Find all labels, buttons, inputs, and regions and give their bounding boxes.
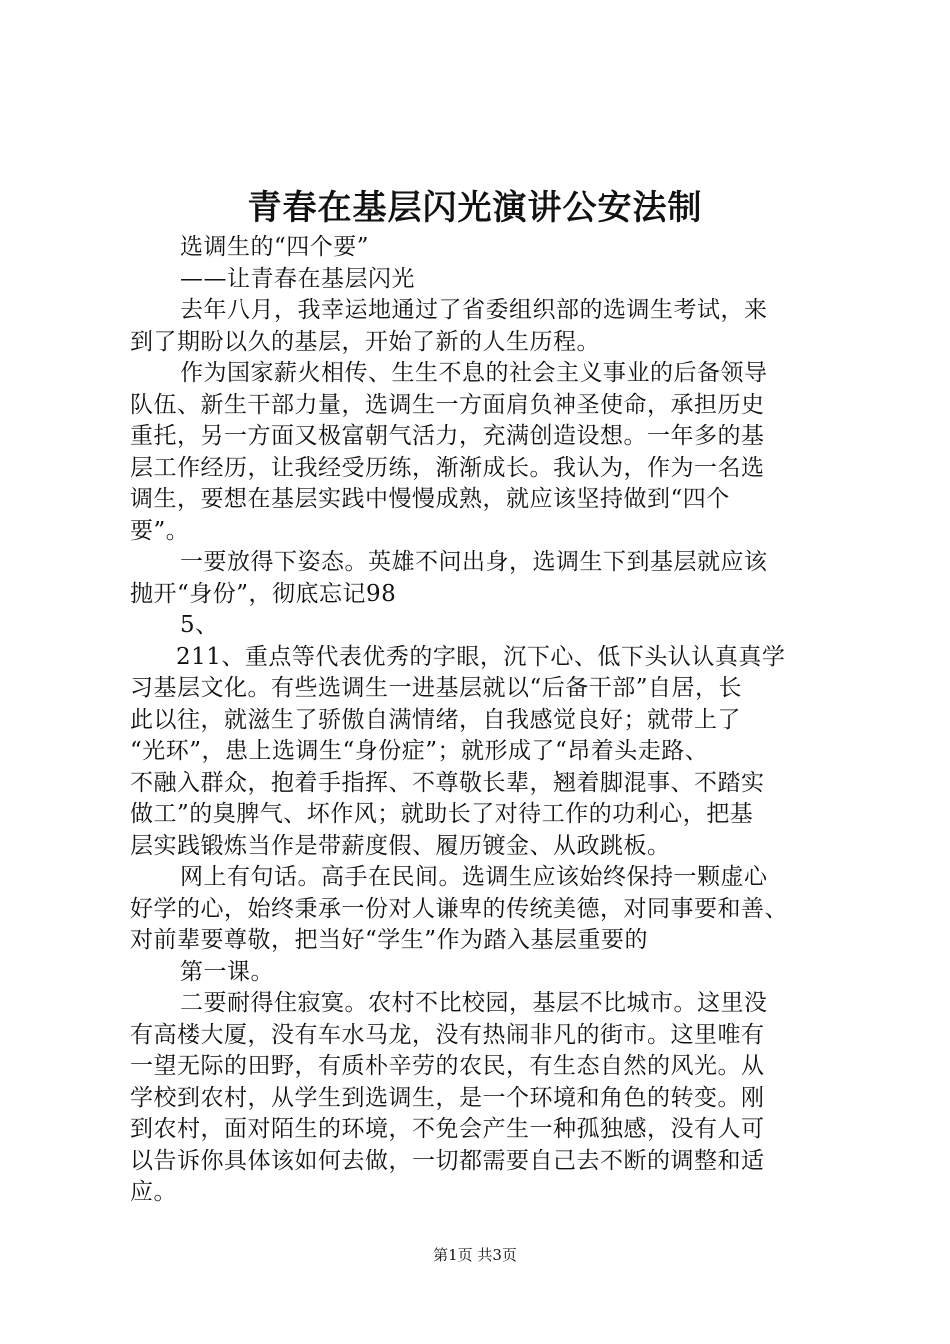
text-line: 要”。 <box>130 517 190 544</box>
document-body <box>130 232 830 1209</box>
text-line: 好学的心，始终秉承一份对人谦卑的传统美德，对同事要和善、 <box>130 895 788 922</box>
text-line: 此以往，就滋生了骄傲自满情绪，自我感觉良好；就带上了 <box>130 706 741 733</box>
text-line: 队伍、新生干部力量，选调生一方面肩负神圣使命，承担历史 <box>130 391 765 418</box>
text-line: 网上有句话。高手在民间。选调生应该始终保持一颗虚心 <box>180 864 768 890</box>
text-line: 应。 <box>130 1179 177 1205</box>
text-line: 习基层文化。有些选调生一进基层就以“后备干部”自居，长 <box>130 675 743 701</box>
text-line: “光环”，患上选调生“身份症”；就形成了“昂着头走路、 <box>130 738 709 764</box>
text-line: 以告诉你具体该如何去做，一切都需要自己去不断的调整和适 <box>130 1147 765 1174</box>
text-line: 不融入群众，抱着手指挥、不尊敬长辈，翘着脚混事、不踏实 <box>130 769 765 796</box>
text-line: 一要放得下姿态。英雄不问出身，选调生下到基层就应该 <box>180 549 768 575</box>
text-line: 对前辈要尊敬，把当好“学生”作为踏入基层重要的 <box>130 927 649 953</box>
text-line: 层工作经历，让我经受历练，渐渐成长。我认为，作为一名选 <box>130 454 765 481</box>
text-line: 一望无际的田野，有质朴辛劳的农民，有生态自然的风光。从 <box>130 1053 765 1079</box>
text-line: 作为国家薪火相传、生生不息的社会主义事业的后备领导 <box>180 360 768 386</box>
text-line: 层实践锻炼当作是带薪度假、履历镀金、从政跳板。 <box>130 832 671 859</box>
text-line: ——让青春在基层闪光 <box>180 265 415 292</box>
text-line: 选调生的“四个要” <box>180 234 370 260</box>
text-line: 抛开“身份”，彻底忘记98 <box>130 580 397 607</box>
text-line: 211、重点等代表优秀的字眼，沉下心、低下头认认真真学 <box>176 643 786 670</box>
text-line: 做工”的臭脾气、坏作风；就助长了对待工作的功利心，把基 <box>130 801 754 827</box>
text-line: 到了期盼以久的基层，开始了新的人生历程。 <box>130 328 600 355</box>
text-line: 有高楼大厦，没有车水马龙，没有热闹非凡的街市。这里唯有 <box>130 1021 765 1048</box>
text-line: 调生，要想在基层实践中慢慢成熟，就应该坚持做到“四个 <box>130 486 730 512</box>
text-line: 重托，另一方面又极富朝气活力，充满创造设想。一年多的基 <box>130 423 765 449</box>
text-line: 到农村，面对陌生的环境，不免会产生一种孤独感，没有人可 <box>130 1116 765 1142</box>
page-footer: 第1页 共3页 <box>433 1246 517 1264</box>
text-line: 第一课。 <box>180 958 274 985</box>
text-line: 二要耐得住寂寞。农村不比校园，基层不比城市。这里没 <box>180 990 768 1016</box>
document-title: 青春在基层闪光演讲公安法制 <box>247 188 703 228</box>
text-line: 学校到农村，从学生到选调生，是一个环境和角色的转变。刚 <box>130 1084 765 1111</box>
text-line: 去年八月，我幸运地通过了省委组织部的选调生考试，来 <box>180 297 768 323</box>
text-line: 5、 <box>180 612 219 638</box>
